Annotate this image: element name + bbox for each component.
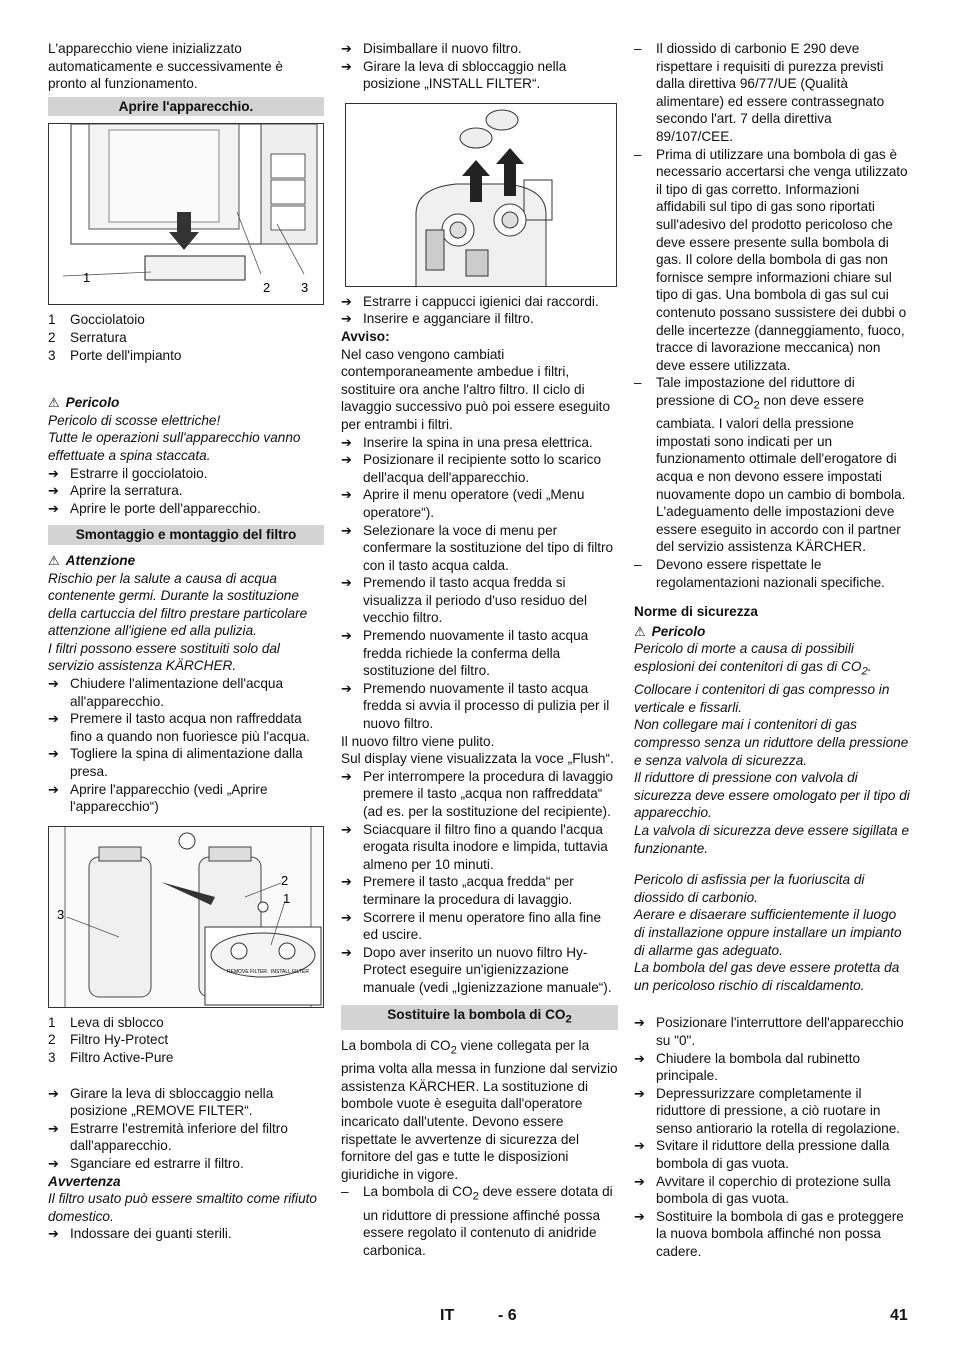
arrow-icon: ➔ <box>48 1120 59 1136</box>
fig2-legend: 1 Leva di sblocco 2 Filtro Hy-Protect 3 Filtro Active-Pure <box>48 1014 174 1065</box>
step-item: ➔ Indossare dei guanti sterili. <box>48 1226 232 1242</box>
arrow-icon: ➔ <box>48 1155 59 1171</box>
arrow-icon: ➔ <box>48 781 59 797</box>
legend-item: Gocciolatoio <box>70 312 145 328</box>
flush-text: Sul display viene visualizzata la voce „Flush“. <box>341 751 614 767</box>
warning-triangle-icon: ⚠ <box>634 623 646 639</box>
step-item: ➔ Estrarre i cappucci igienici dai raccordi. <box>341 293 599 309</box>
step-item: ➔ Posizionare il recipiente sotto lo scarico dell'acqua dell'apparecchio. <box>341 452 602 485</box>
column-2 <box>341 40 618 1259</box>
arrow-icon: ➔ <box>341 311 352 327</box>
clean-text: Il nuovo filtro viene pulito. <box>341 733 495 749</box>
arrow-icon: ➔ <box>48 746 59 762</box>
asfissia-line: La bombola del gas deve essere protetta da un pericoloso rischio di riscaldamento. <box>634 960 900 993</box>
fig1-callout-2: 2 <box>263 280 271 296</box>
arrow-icon: ➔ <box>634 1015 645 1031</box>
arrow-icon: ➔ <box>48 500 59 516</box>
pericolo-line: Pericolo di scosse elettriche! <box>48 412 221 428</box>
fig2-callout-3: 3 <box>57 906 65 922</box>
dash-item: – Devono essere rispettate le regolamentazioni nazionali specifiche. <box>634 556 885 590</box>
attenzione-line: I filtri possono essere sostituiti solo dal servizio assistenza KÄRCHER. <box>48 640 280 674</box>
step-item: ➔ Per interrompere la procedura di lavaggio premere il tasto „acqua non raffreddata“ (ad es. per la sostituzione del recipiente). <box>341 768 614 819</box>
arrow-icon: ➔ <box>48 676 59 692</box>
figure-open-device <box>48 123 324 305</box>
filters-illustration <box>49 827 323 1007</box>
legend-item: Filtro Hy-Protect <box>70 1032 169 1048</box>
column-3 <box>634 40 910 1261</box>
step-item: ➔ Sostituire la bombola di gas e proteggere la nuova bombola affinché non possa cadere. <box>634 1208 904 1260</box>
step-item: ➔ Svitare il riduttore della pressione dalla bombola di gas vuota. <box>634 1138 890 1172</box>
section-header-open: Aprire l'apparecchio. <box>48 97 324 117</box>
section-header-gas: Sostituire la bombola di $CO_2$ <box>341 1005 618 1030</box>
open-device-illustration <box>49 124 323 304</box>
arrow-icon: ➔ <box>341 680 352 696</box>
figure-filters <box>48 826 324 1008</box>
step-item: ➔ Premendo nuovamente il tasto acqua fredda richiede la conferma della sostituzione del filtro. <box>341 628 589 679</box>
arrow-icon: ➔ <box>634 1050 645 1066</box>
pericolo-line: Il riduttore di pressione con valvola di sicurezza deve essere omologato per il tipo di apparecchio. <box>634 770 910 821</box>
dash-item: – Prima di utilizzare una bombola di gas è necessario accertarsi che venga utilizzato il tipo di gas corretto. Informazioni affidabili sul tipo di gas sono riportati sull'adesivo del prodotto pericoloso che deve essere presente sulla bombola di gas. Il colore della bombola di gas non fornisce sempre informazioni chiare sul tipo di gas. Una bombola di gas sul cui contenuto possano sussistere dei dubbi o delle incertezze (danneggiamento, fuoco, tracce di lavorazione meccanica) non deve essere utilizzata. <box>634 146 908 373</box>
step-item: ➔ Dopo aver inserito un nuovo filtro Hy-Protect eseguire un'igienizzazione manuale (vedi „Igienizzazione manuale“). <box>341 944 612 995</box>
attenzione-line: Rischio per la salute a causa di acqua contenente germi. Durante la sostituzione della cartuccia del filtro prestare particolare attenzione all'igiene ed alla pulizia. <box>48 570 308 639</box>
step-item: ➔ Scorrere il menu operatore fino alla fine ed uscire. <box>341 909 602 943</box>
intro-text: L'apparecchio viene inizializzato automaticamente e successivamente è pronto al funzionamento. <box>48 41 283 92</box>
pericolo-line: La valvola di sicurezza deve essere sigillata e funzionante. <box>634 822 910 856</box>
arrow-icon: ➔ <box>48 483 59 499</box>
pericolo-line: Tutte le operazioni sull'apparecchio vanno effettuate a spina staccata. <box>48 430 301 463</box>
pericolo-heading: ⚠ Pericolo <box>634 623 706 639</box>
arrow-icon: ➔ <box>341 41 352 56</box>
arrow-icon: ➔ <box>341 768 352 784</box>
fig1-legend: 1 Gocciolatoio 2 Serratura 3 Porte dell'impianto <box>48 312 182 363</box>
step-item: ➔ Premere il tasto „acqua fredda“ per terminare la procedura di lavaggio. <box>341 874 574 907</box>
arrow-icon: ➔ <box>48 465 59 481</box>
avvertenza-text: Il filtro usato può essere smaltito come rifiuto domestico. <box>48 1191 317 1224</box>
avviso-heading: Avviso: <box>341 328 390 344</box>
filter-caps-illustration <box>346 104 616 286</box>
arrow-icon: ➔ <box>341 434 352 450</box>
fig2-callout-2: 2 <box>281 872 289 888</box>
step-item: ➔ Aprire la serratura. <box>48 483 183 499</box>
arrow-icon: ➔ <box>341 575 352 591</box>
arrow-icon: ➔ <box>341 293 352 309</box>
arrow-icon: ➔ <box>634 1208 645 1224</box>
pericolo-line: Non collegare mai i contenitori di gas compresso senza un riduttore della pressione e senza valvola di sicurezza. <box>634 717 909 768</box>
step-item: ➔ Aprire l'apparecchio (vedi „Aprire l'apparecchio“) <box>48 781 268 815</box>
arrow-icon: ➔ <box>341 522 352 538</box>
step-item: ➔ Avvitare il coperchio di protezione sulla bombola di gas vuota. <box>634 1173 891 1207</box>
attenzione-heading: ⚠ Attenzione <box>48 552 136 568</box>
fig2-callout-1: 1 <box>283 890 291 906</box>
avviso-text: Nel caso vengono cambiati contemporaneamente ambedue i filtri, sostituire ora anche l'altro filtro. Il ciclo di lavaggio successivo può poi essere eseguito per entrambi i filtri. <box>341 346 611 432</box>
arrow-icon: ➔ <box>341 452 352 468</box>
legend-item: Leva di sblocco <box>70 1014 164 1030</box>
step-item: ➔ Estrarre l'estremità inferiore del filtro dall'apparecchio. <box>48 1120 288 1154</box>
arrow-icon: ➔ <box>341 628 352 644</box>
step-item: ➔ Chiudere l'alimentazione dell'acqua all'apparecchio. <box>48 676 284 709</box>
arrow-icon: ➔ <box>341 821 352 837</box>
avvertenza-heading: Avvertenza <box>48 1173 121 1189</box>
step-item: ➔ Disimballare il nuovo filtro. <box>341 41 522 56</box>
norme-heading: Norme di sicurezza <box>634 604 758 620</box>
warning-triangle-icon: ⚠ <box>48 395 60 411</box>
arrow-icon: ➔ <box>341 487 352 503</box>
step-item: ➔ Estrarre il gocciolatoio. <box>48 465 208 481</box>
asfissia-line: Pericolo di asfissia per la fuoriuscita di diossido di carbonio. <box>634 872 865 905</box>
dash-item: – La bombola di $CO_2$ deve essere dotata di un riduttore di pressione affinché possa essere regolato il contenuto di anidride carbonica. <box>341 1184 613 1258</box>
pericolo-line: Pericolo di morte a causa di possibili esplosioni dei contenitori di gas di $CO_2$. <box>634 641 872 678</box>
step-item: ➔ Premere il tasto acqua non raffreddata fino a quando non fuoriesce più l'acqua. <box>48 711 310 744</box>
arrow-icon: ➔ <box>48 1085 59 1101</box>
step-item: ➔ Togliere la spina di alimentazione dalla presa. <box>48 746 303 780</box>
fig2-label-remove: REMOVE FILTER <box>227 968 267 975</box>
arrow-icon: ➔ <box>341 909 352 925</box>
legend-item: Porte dell'impianto <box>70 347 182 363</box>
legend-item: Filtro Active-Pure <box>70 1050 174 1065</box>
step-item: ➔ Aprire il menu operatore (vedi „Menu operatore“). <box>341 487 585 520</box>
arrow-icon: ➔ <box>48 1226 59 1242</box>
fig1-callout-1: 1 <box>83 270 91 286</box>
legend-item: Serratura <box>70 329 127 345</box>
step-item: ➔ Depressurizzare completamente il riduttore di pressione, a ciò ruotare in senso antiorario la rotella di regolazione. <box>634 1085 901 1136</box>
pericolo-heading: ⚠ Pericolo <box>48 395 120 411</box>
arrow-icon: ➔ <box>634 1085 645 1101</box>
arrow-icon: ➔ <box>48 711 59 727</box>
step-item: ➔ Selezionare la voce di menu per confermare la sostituzione del tipo di filtro con il tasto acqua calda. <box>341 522 614 573</box>
footer-page-number: 41 <box>890 1307 908 1324</box>
step-item: ➔ Girare la leva di sbloccaggio nella posizione „REMOVE FILTER“. <box>48 1085 274 1119</box>
step-item: ➔ Premendo nuovamente il tasto acqua fredda si avvia il processo di pulizia per il nuovo filtro. <box>341 680 610 732</box>
section-header-filter: Smontaggio e montaggio del filtro <box>48 525 324 545</box>
figure-filter-caps <box>345 103 617 287</box>
column-1 <box>48 40 324 1243</box>
step-item: ➔ Posizionare l'interruttore dell'apparecchio su "0". <box>634 1015 904 1048</box>
step-item: ➔ Aprire le porte dell'apparecchio. <box>48 500 261 516</box>
step-item: ➔ Girare la leva di sbloccaggio nella posizione „INSTALL FILTER“. <box>341 58 567 92</box>
arrow-icon: ➔ <box>341 874 352 890</box>
arrow-icon: ➔ <box>341 944 352 960</box>
dash-item: – Tale impostazione del riduttore di pressione di $CO_2$ non deve essere cambiata. I valori della pressione impostati sono indicati per un funzionamento ottimale dell'erogatore di acqua e non devono essere impostati nuovamente dopo un cambio di bombola. L'adeguamento delle impostazioni deve essere eseguito in accordo con il partner del servizio assistenza KÄRCHER. <box>634 375 906 555</box>
arrow-icon: ➔ <box>341 58 352 74</box>
footer-language: IT <box>440 1307 455 1324</box>
arrow-icon: ➔ <box>634 1138 645 1154</box>
warning-triangle-icon: ⚠ <box>48 552 60 568</box>
step-item: ➔ Inserire e agganciare il filtro. <box>341 311 534 327</box>
step-item: ➔ Premendo il tasto acqua fredda si visualizza il periodo d'uso residuo del vecchio filtro. <box>341 575 587 626</box>
step-item: ➔ Chiudere la bombola dal rubinetto principale. <box>634 1050 861 1084</box>
fig2-label-install: INSTALL FILTER <box>271 968 309 975</box>
gas-paragraph: La bombola di $CO_2$ viene collegata per la prima volta alla messa in funzione dal servizio assistenza KÄRCHER. La sostituzione di bombole vuote è eseguita dall'operatore incaricato dall'utente. Devono essere rispettate le avvertenze di sicurezza del fornitore del gas e tutte le disposizioni giuridiche in vigore. <box>341 1037 618 1182</box>
footer-local-page: - 6 <box>498 1307 517 1324</box>
fig1-callout-3: 3 <box>301 280 309 296</box>
arrow-icon: ➔ <box>634 1173 645 1189</box>
asfissia-line: Aerare e disaerare sufficientemente il luogo di installazione oppure installare un impianto di allarme gas adeguato. <box>634 907 902 958</box>
step-item: ➔ Sciacquare il filtro fino a quando l'acqua erogata risulta inodore e limpida, tuttavia almeno per 10 minuti. <box>341 821 608 872</box>
pericolo-line: Collocare i contenitori di gas compresso in verticale e fissarli. <box>634 682 890 715</box>
step-item: ➔ Inserire la spina in una presa elettrica. <box>341 434 593 450</box>
step-item: ➔ Sganciare ed estrarre il filtro. <box>48 1155 244 1171</box>
dash-item: – Il diossido di carbonio E 290 deve rispettare i requisiti di purezza previsti dalla direttiva 96/77/UE (Qualità alimentare) ed essere contrassegnato secondo l'art. 7 della direttiva 89/107/CEE. <box>634 41 885 144</box>
